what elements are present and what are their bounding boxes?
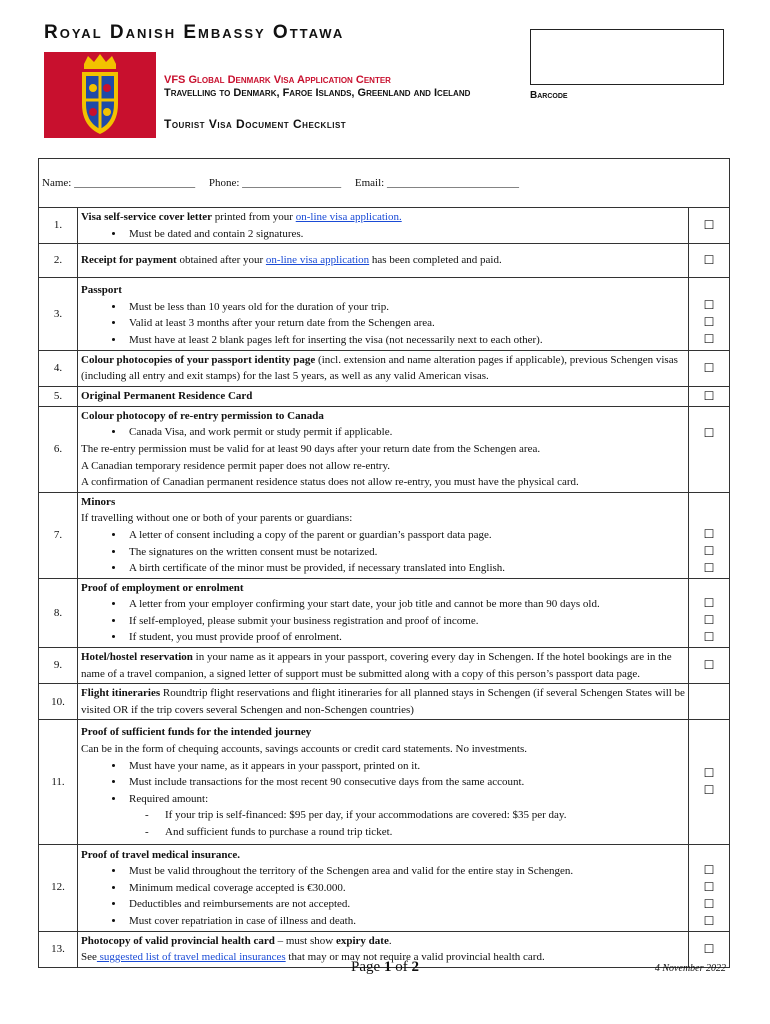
checkbox-cell — [689, 406, 730, 492]
item-heading: Flight itineraries — [81, 687, 161, 700]
item-text: (incl. extension and name alteration pages if applicable), previous Schengen visas (including all entry and exit stamps) for the last 5 years, as well as any valid American visas. — [81, 353, 678, 383]
checkbox[interactable]: ☐ — [703, 613, 715, 628]
checkbox[interactable]: ☐ — [703, 941, 715, 956]
item-text: The re-entry permission must be valid for at least 90 days after your return date from the Schengen area. — [81, 442, 541, 455]
checkbox[interactable]: ☐ — [703, 560, 715, 575]
table-row — [39, 684, 730, 720]
list-item: • If self-employed, please submit your business registration and proof of income. — [125, 613, 685, 630]
item-emphasis: expiry date — [335, 934, 389, 947]
vfs-destinations: Travelling to Denmark, Faroe Islands, Greenland and Iceland — [164, 87, 471, 99]
table-row — [39, 492, 730, 578]
document-date: 4 November 2022 — [654, 963, 726, 974]
checkbox[interactable]: ☐ — [703, 425, 715, 440]
item-number: 12. — [39, 844, 78, 931]
checkbox-cell — [689, 844, 730, 931]
list-item: - And sufficient funds to purchase a round trip ticket. — [161, 824, 685, 841]
table-row — [39, 208, 730, 244]
table-row — [39, 406, 730, 492]
checkbox[interactable]: ☐ — [703, 596, 715, 611]
list-item: • Required amount: — [125, 791, 685, 808]
checkbox[interactable]: ☐ — [703, 783, 715, 798]
barcode-box — [530, 29, 724, 85]
item-number: 7. — [39, 492, 78, 578]
checkbox-cell — [689, 684, 730, 720]
contact-cell — [39, 159, 730, 208]
item-number: 8. — [39, 578, 78, 647]
item-number: 11. — [39, 720, 78, 844]
table-row — [39, 720, 730, 844]
checkbox[interactable]: ☐ — [703, 331, 715, 346]
checkbox[interactable]: ☐ — [703, 253, 715, 268]
item-text: printed from your — [212, 211, 296, 223]
contact-row — [39, 159, 730, 208]
item-heading: Proof of employment or enrolment — [81, 581, 244, 594]
list-item: • Must have at least 2 blank pages left for inserting the visa (not necessarily next to each other). — [125, 332, 685, 349]
item-content — [78, 244, 689, 278]
checkbox[interactable]: ☐ — [703, 766, 715, 781]
item-number: 3. — [39, 278, 78, 350]
list-item: • The signatures on the written consent must be notarized. — [125, 544, 685, 561]
table-row — [39, 578, 730, 647]
checkbox-cell — [689, 278, 730, 350]
list-item: • Valid at least 3 months after your return date from the Schengen area. — [125, 315, 685, 332]
name-field[interactable]: Name: ______________________ — [42, 176, 196, 189]
checkbox-cell — [689, 578, 730, 647]
item-content — [78, 208, 689, 244]
item-content — [78, 492, 689, 578]
list-item: • Deductibles and reimbursements are not accepted. — [125, 896, 685, 913]
phone-field[interactable]: Phone: __________________ — [208, 176, 342, 189]
list-item: • A letter of consent including a copy of the parent or guardian’s passport data page. — [125, 527, 685, 544]
checkbox[interactable]: ☐ — [703, 630, 715, 645]
checkbox[interactable]: ☐ — [703, 526, 715, 541]
item-text: Can be in the form of chequing accounts, savings accounts or credit card statements. No investments. — [81, 743, 527, 756]
item-content — [78, 278, 689, 350]
item-content — [78, 578, 689, 647]
item-content — [78, 844, 689, 931]
item-text: in your name as it appears in your passport, covering every day in Schengen. If the hotel bookings are in the name of a travel companion, a signed letter of support must be submitted along with a copy of this person’s passport data page. — [81, 651, 672, 680]
checkbox[interactable]: ☐ — [703, 388, 715, 403]
item-text: See — [81, 951, 97, 964]
checkbox[interactable]: ☐ — [703, 218, 715, 233]
item-text: A Canadian temporary residence permit paper does not allow re-entry. — [81, 459, 391, 472]
list-item: • Must be valid throughout the territory of the Schengen area and valid for the entire stay in Schengen. — [125, 863, 685, 880]
list-item: • Must be less than 10 years old for the duration of your trip. — [125, 299, 685, 316]
checkbox[interactable]: ☐ — [703, 297, 715, 312]
item-text: – must show — [274, 934, 336, 947]
item-text: If travelling without one or both of your parents or guardians: — [81, 512, 353, 525]
item-number: 13. — [39, 931, 78, 967]
list-item: - If your trip is self-financed: $95 per day, if your accommodations are covered: $35 per day. — [161, 807, 685, 824]
table-row — [39, 350, 730, 386]
checkbox-cell — [689, 244, 730, 278]
list-item: • Minimum medical coverage accepted is €30.000. — [125, 880, 685, 897]
item-heading: Proof of travel medical insurance. — [81, 848, 240, 861]
checkbox[interactable]: ☐ — [703, 879, 715, 894]
insurance-list-link[interactable]: suggested list of travel medical insurances — [96, 951, 286, 964]
coat-of-arms-logo — [44, 52, 156, 138]
item-heading: Colour photocopy of re-entry permission to Canada — [81, 409, 324, 422]
item-heading: Visa self-service cover letter — [81, 211, 213, 223]
item-text: Roundtrip flight reservations and flight itineraries for all planned stays in Schengen (if several Schengen States will be visited OR if the trip covers several Schengen and non-Schengen countries) — [81, 687, 685, 716]
item-content — [78, 720, 689, 844]
checkbox[interactable]: ☐ — [703, 913, 715, 928]
list-item: • A letter from your employer confirming your start date, your job title and cannot be more than 90 days old. — [125, 596, 685, 613]
item-number: 6. — [39, 406, 78, 492]
table-row — [39, 244, 730, 278]
table-row — [39, 648, 730, 684]
item-text: has been completed and paid. — [369, 254, 502, 267]
checkbox[interactable]: ☐ — [703, 543, 715, 558]
item-content — [78, 648, 689, 684]
online-visa-link[interactable]: on-line visa application — [265, 254, 370, 267]
list-item: • Canada Visa, and work permit or study permit if applicable. — [125, 424, 685, 441]
checkbox[interactable]: ☐ — [703, 862, 715, 877]
checkbox[interactable]: ☐ — [703, 896, 715, 911]
list-item: • If student, you must provide proof of enrolment. — [125, 629, 685, 646]
list-item: • Must be dated and contain 2 signatures. — [125, 226, 685, 243]
checkbox-cell — [689, 386, 730, 406]
checklist-table — [38, 158, 730, 968]
checkbox-cell — [689, 492, 730, 578]
item-heading: Minors — [81, 495, 116, 508]
item-content — [78, 386, 689, 406]
checkbox-cell — [689, 648, 730, 684]
vfs-center-name: VFS Global Denmark Visa Application Center — [164, 74, 391, 86]
page-current: 1 — [383, 959, 392, 975]
item-text: . — [388, 934, 392, 947]
table-row — [39, 278, 730, 350]
item-content — [78, 684, 689, 720]
checkbox-cell — [689, 720, 730, 844]
checkbox-cell — [689, 350, 730, 386]
list-item: • Must include transactions for the most recent 90 consecutive days from the same account. — [125, 774, 685, 791]
item-content — [78, 406, 689, 492]
checkbox[interactable]: ☐ — [703, 314, 715, 329]
list-item: • Must cover repatriation in case of illness and death. — [125, 913, 685, 930]
item-number: 4. — [39, 350, 78, 386]
barcode-label: Barcode — [530, 90, 568, 101]
checkbox[interactable]: ☐ — [703, 658, 715, 673]
item-number: 5. — [39, 386, 78, 406]
item-content — [78, 350, 689, 386]
item-heading: Colour photocopies of your passport identity page — [81, 353, 316, 366]
checkbox[interactable]: ☐ — [703, 360, 715, 375]
item-text: that may or may not require a valid provincial health card. — [285, 951, 545, 964]
online-visa-link[interactable]: on-line visa application. — [295, 211, 402, 223]
table-row — [39, 844, 730, 931]
page-of: of — [391, 959, 412, 975]
item-number: 9. — [39, 648, 78, 684]
item-number: 2. — [39, 244, 78, 278]
item-text: A confirmation of Canadian permanent residence status does not allow re-entry, you must have the physical card. — [81, 476, 579, 489]
item-heading: Hotel/hostel reservation — [81, 651, 193, 664]
page-label: Page — [351, 959, 384, 975]
item-heading: Passport — [81, 284, 122, 297]
item-heading: Original Permanent Residence Card — [81, 389, 253, 402]
item-heading: Receipt for payment — [81, 254, 177, 267]
item-heading: Photocopy of valid provincial health card — [81, 934, 275, 947]
email-field[interactable]: Email: ________________________ — [354, 176, 519, 189]
list-item: • Must have your name, as it appears in your passport, printed on it. — [125, 758, 685, 775]
checkbox-cell — [689, 208, 730, 244]
crest-icon — [44, 52, 156, 138]
item-number: 1. — [39, 208, 78, 244]
embassy-title: Royal Danish Embassy Ottawa — [44, 22, 345, 43]
list-item: • A birth certificate of the minor must be provided, if necessary translated into English. — [125, 560, 685, 577]
item-text: obtained after your — [176, 254, 266, 267]
table-row — [39, 386, 730, 406]
item-number: 10. — [39, 684, 78, 720]
item-heading: Proof of sufficient funds for the intended journey — [81, 726, 312, 739]
document-subtitle: Tourist Visa Document Checklist — [164, 117, 347, 131]
page-total: 2 — [411, 959, 419, 975]
